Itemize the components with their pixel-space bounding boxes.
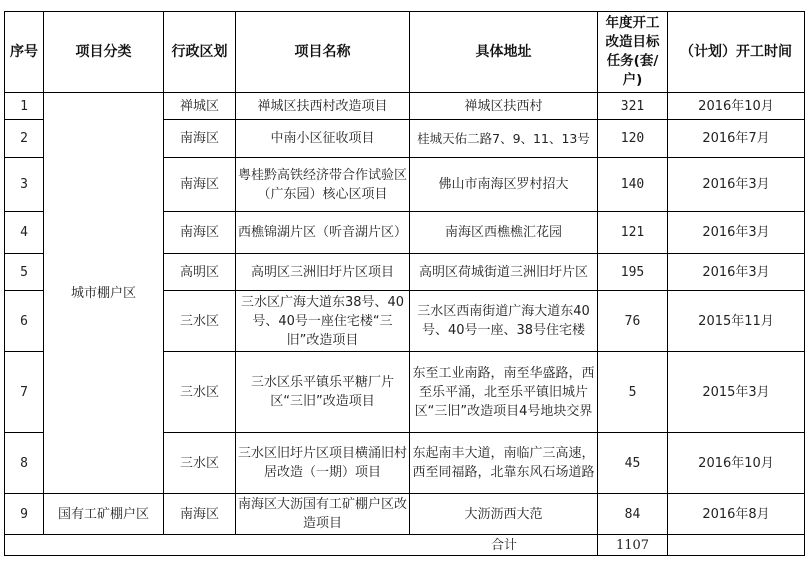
cell-seq: 8 — [5, 433, 44, 494]
header-row — [5, 12, 805, 93]
cell-project-name: 中南小区征收项目 — [236, 120, 410, 158]
cell-target: 45 — [598, 433, 668, 494]
cell-target: 120 — [598, 120, 668, 158]
cell-address: 禅城区扶西村 — [410, 93, 598, 120]
cell-address: 南海区西樵樵汇花园 — [410, 212, 598, 254]
cell-address: 东至工业南路，南至华盛路，西至乐平涌，北至乐平镇旧城片区“三旧”改造项目4号地块交界 — [410, 352, 598, 433]
cell-start-time: 2016年10月 — [668, 433, 805, 494]
cell-start-time: 2015年3月 — [668, 352, 805, 433]
table-row — [5, 494, 805, 535]
cell-start-time: 2016年8月 — [668, 494, 805, 535]
cell-district: 三水区 — [164, 352, 236, 433]
cell-address: 三水区西南街道广海大道东40号、40号一座、38号住宅楼 — [410, 291, 598, 352]
cell-target: 121 — [598, 212, 668, 254]
cell-target: 5 — [598, 352, 668, 433]
cell-seq: 3 — [5, 158, 44, 212]
cell-project-name: 三水区旧圩片区项目横涌旧村居改造（一期）项目 — [236, 433, 410, 494]
cell-start-time: 2016年3月 — [668, 254, 805, 291]
cell-seq: 7 — [5, 352, 44, 433]
cell-seq: 9 — [5, 494, 44, 535]
header-category: 项目分类 — [44, 12, 164, 93]
cell-target: 140 — [598, 158, 668, 212]
cell-project-name: 三水区广海大道东38号、40号、40号一座住宅楼“三旧”改造项目 — [236, 291, 410, 352]
total-start-time — [668, 535, 805, 556]
total-row — [5, 535, 805, 556]
cell-target: 195 — [598, 254, 668, 291]
cell-start-time: 2016年3月 — [668, 212, 805, 254]
cell-target: 84 — [598, 494, 668, 535]
cell-address: 佛山市南海区罗村招大 — [410, 158, 598, 212]
cell-project-name: 高明区三洲旧圩片区项目 — [236, 254, 410, 291]
cell-target: 321 — [598, 93, 668, 120]
header-address: 具体地址 — [410, 12, 598, 93]
cell-seq: 5 — [5, 254, 44, 291]
cell-start-time: 2016年7月 — [668, 120, 805, 158]
cell-address: 东起南丰大道，南临广三高速，西至同福路，北靠东风石场道路 — [410, 433, 598, 494]
cell-project-name: 禅城区扶西村改造项目 — [236, 93, 410, 120]
cell-category-industrial: 国有工矿棚户区 — [44, 494, 164, 535]
cell-district: 南海区 — [164, 212, 236, 254]
cell-address: 大沥沥西大范 — [410, 494, 598, 535]
cell-district: 高明区 — [164, 254, 236, 291]
cell-start-time: 2016年3月 — [668, 158, 805, 212]
cell-project-name: 西樵锦湖片区（听音湖片区） — [236, 212, 410, 254]
cell-seq: 1 — [5, 93, 44, 120]
table-row — [5, 93, 805, 120]
header-start-time: （计划）开工时间 — [668, 12, 805, 93]
header-project-name: 项目名称 — [236, 12, 410, 93]
cell-target: 76 — [598, 291, 668, 352]
cell-start-time: 2015年11月 — [668, 291, 805, 352]
cell-district: 禅城区 — [164, 93, 236, 120]
cell-project-name: 三水区乐平镇乐平糖厂片区“三旧”改造项目 — [236, 352, 410, 433]
cell-start-time: 2016年10月 — [668, 93, 805, 120]
housing-renovation-table — [4, 11, 805, 556]
cell-district: 三水区 — [164, 291, 236, 352]
cell-project-name: 南海区大沥国有工矿棚户区改造项目 — [236, 494, 410, 535]
cell-address: 高明区荷城街道三洲旧圩片区 — [410, 254, 598, 291]
cell-seq: 2 — [5, 120, 44, 158]
cell-seq: 4 — [5, 212, 44, 254]
header-seq: 序号 — [5, 12, 44, 93]
cell-seq: 6 — [5, 291, 44, 352]
cell-district: 南海区 — [164, 120, 236, 158]
cell-district: 南海区 — [164, 158, 236, 212]
cell-project-name: 粤桂黔高铁经济带合作试验区（广东园）核心区项目 — [236, 158, 410, 212]
cell-district: 三水区 — [164, 433, 236, 494]
cell-address: 桂城天佑二路7、9、11、13号 — [410, 120, 598, 158]
total-target: 1107 — [598, 535, 668, 556]
total-label: 合计 — [5, 535, 598, 556]
cell-district: 南海区 — [164, 494, 236, 535]
header-district: 行政区划 — [164, 12, 236, 93]
header-target: 年度开工改造目标任务(套/户) — [598, 12, 668, 93]
cell-category-urban: 城市棚户区 — [44, 93, 164, 494]
